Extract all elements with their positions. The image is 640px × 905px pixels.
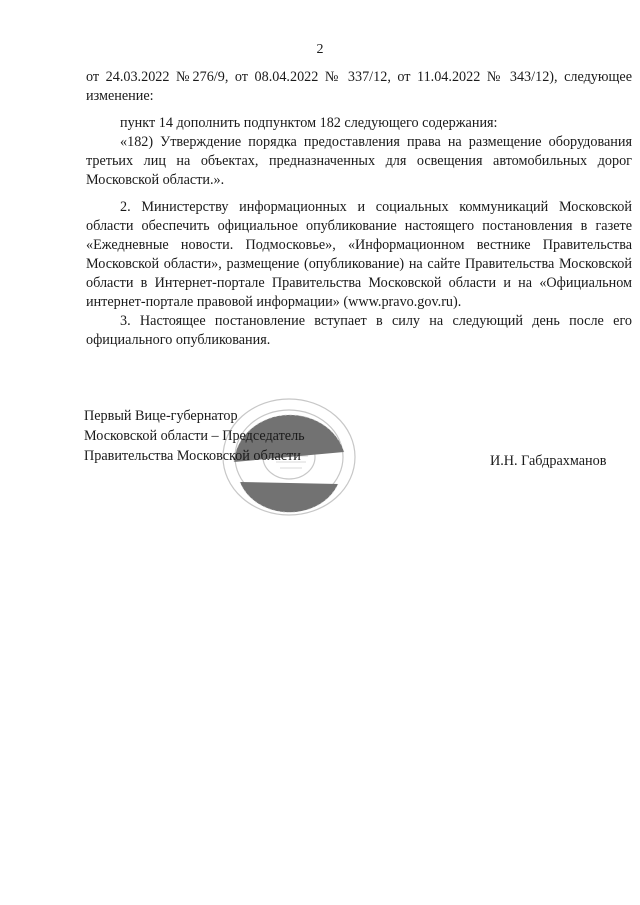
signature-block [84, 406, 305, 466]
signatory-title-line-3: Правительства Московской области [84, 448, 301, 464]
signatory-title-line-2: Московской области – Председатель [84, 428, 305, 444]
document-body [86, 68, 632, 350]
signatory-title-line-1: Первый Вице-губернатор [84, 408, 238, 424]
page-number: 2 [316, 42, 324, 57]
paragraph-item-3: 3. Настоящее постановление вступает в силу на следующий день после его официального опубликования. [86, 313, 632, 348]
paragraph-clause-14: пункт 14 дополнить подпунктом 182 следующего содержания: [120, 115, 498, 131]
paragraph-continuation: от 24.03.2022 №276/9, от 08.04.2022 № 337/12, от 11.04.2022 № 343/12), следующее изменение: [86, 69, 632, 104]
paragraph-item-2: 2. Министерству информационных и социальных коммуникаций Московской области обеспечить официальное опубликование настоящего постановления в газете «Ежедневные новости. Подмосковье», «Информационном вестнике Правительства Московской области», размещение (опубликование) на сайте Правительства Московской области в Интернет-портале Правительства Московской области и на «Официальном интернет-портале правовой информации» (www.pravo.gov.ru). [86, 199, 632, 310]
paragraph-subclause-182: «182) Утверждение порядка предоставления права на размещение оборудования третьих лиц на объектах, предназначенных для освещения автомобильных дорог Московской области.». [86, 134, 632, 188]
signatory-name: И.Н. Габдрахманов [490, 453, 607, 469]
